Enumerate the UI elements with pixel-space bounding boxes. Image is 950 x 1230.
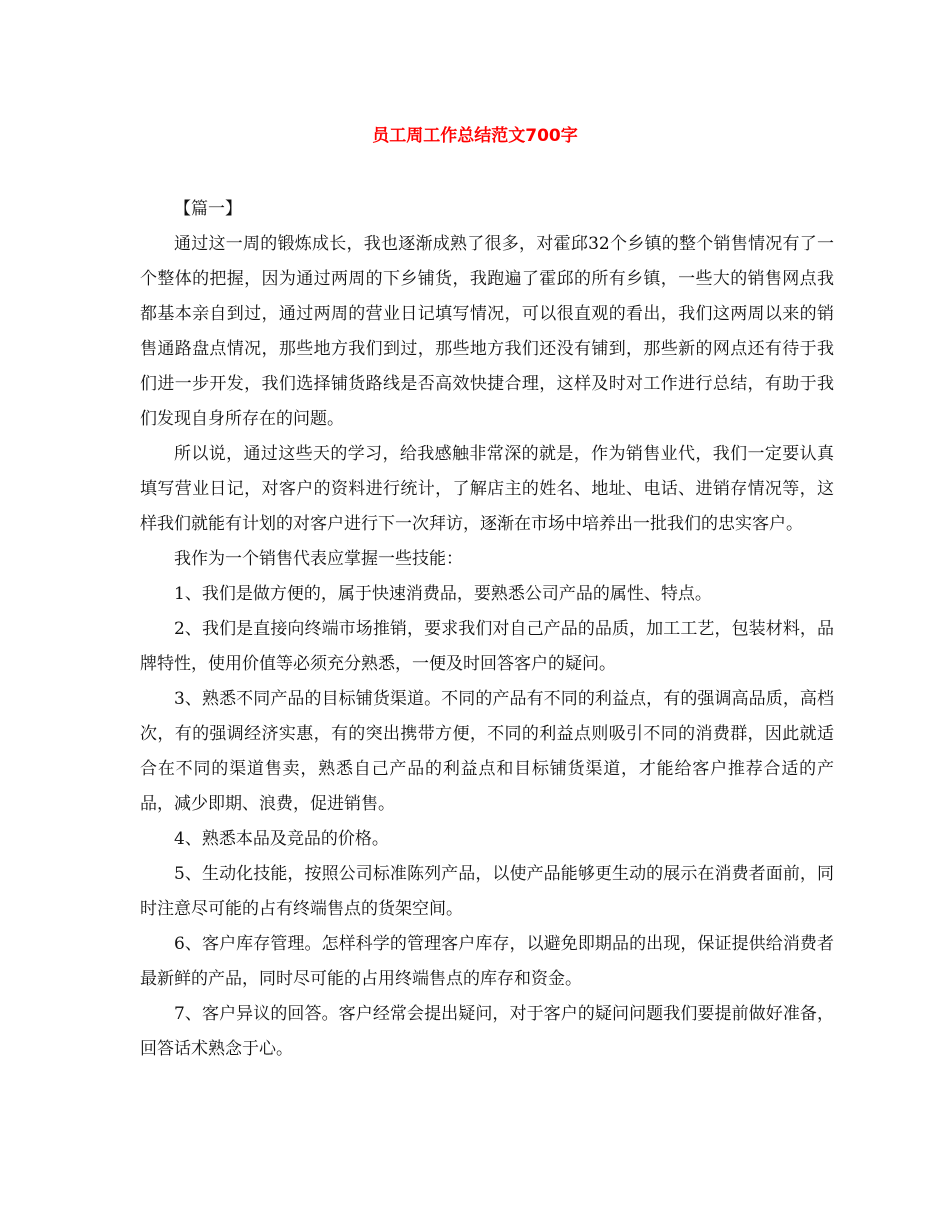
document-title: 员工周工作总结范文700字 xyxy=(372,126,578,146)
section-heading: 【篇一】 xyxy=(174,199,242,219)
list-item-skill-5: 5、生动化技能，按照公司标准陈列产品，以使产品能够更生动的展示在消费者面前，同时注意尽可能的占有终端售点的货架空间。 xyxy=(140,864,834,919)
list-item-skill-3: 3、熟悉不同产品的目标铺货渠道。不同的产品有不同的利益点，有的强调高品质，高档次，有的强调经济实惠，有的突出携带方便，不同的利益点则吸引不同的消费群，因此就适合在不同的渠道售卖，熟悉自己产品的利益点和目标铺货渠道，才能给客户推荐合适的产品，减少即期、浪费，促进销售。 xyxy=(140,689,834,814)
list-item-skill-6: 6、客户库存管理。怎样科学的管理客户库存，以避免即期品的出现，保证提供给消费者最新鲜的产品，同时尽可能的占用终端售点的库存和资金。 xyxy=(140,934,834,989)
document-body xyxy=(140,192,834,1067)
list-item-skill-2: 2、我们是直接向终端市场推销，要求我们对自己产品的品质，加工工艺，包装材料，品牌特性，使用价值等必须充分熟悉，一便及时回答客户的疑问。 xyxy=(140,619,834,674)
list-item-skill-1: 1、我们是做方便的，属于快速消费品，要熟悉公司产品的属性、特点。 xyxy=(174,584,712,604)
paragraph-intro: 通过这一周的锻炼成长，我也逐渐成熟了很多，对霍邱32个乡镇的整个销售情况有了一个整体的把握，因为通过两周的下乡铺货，我跑遍了霍邱的所有乡镇，一些大的销售网点我都基本亲自到过，通过两周的营业日记填写情况，可以很直观的看出，我们这两周以来的销售通路盘点情况，那些地方我们到过，那些地方我们还没有铺到，那些新的网点还有待于我们进一步开发，我们选择铺货路线是否高效快捷合理，这样及时对工作进行总结，有助于我们发现自身所存在的问题。 xyxy=(140,234,834,429)
paragraph-skills-intro: 我作为一个销售代表应掌握一些技能： xyxy=(174,549,463,569)
paragraph-sales-diary: 所以说，通过这些天的学习，给我感触非常深的就是，作为销售业代，我们一定要认真填写营业日记，对客户的资料进行统计，了解店主的姓名、地址、电话、进销存情况等，这样我们就能有计划的对客户进行下一次拜访，逐渐在市场中培养出一批我们的忠实客户。 xyxy=(140,444,834,534)
list-item-skill-7: 7、客户异议的回答。客户经常会提出疑问，对于客户的疑问问题我们要提前做好准备，回答话术熟念于心。 xyxy=(140,1004,834,1059)
list-item-skill-4: 4、熟悉本品及竞品的价格。 xyxy=(174,829,389,849)
